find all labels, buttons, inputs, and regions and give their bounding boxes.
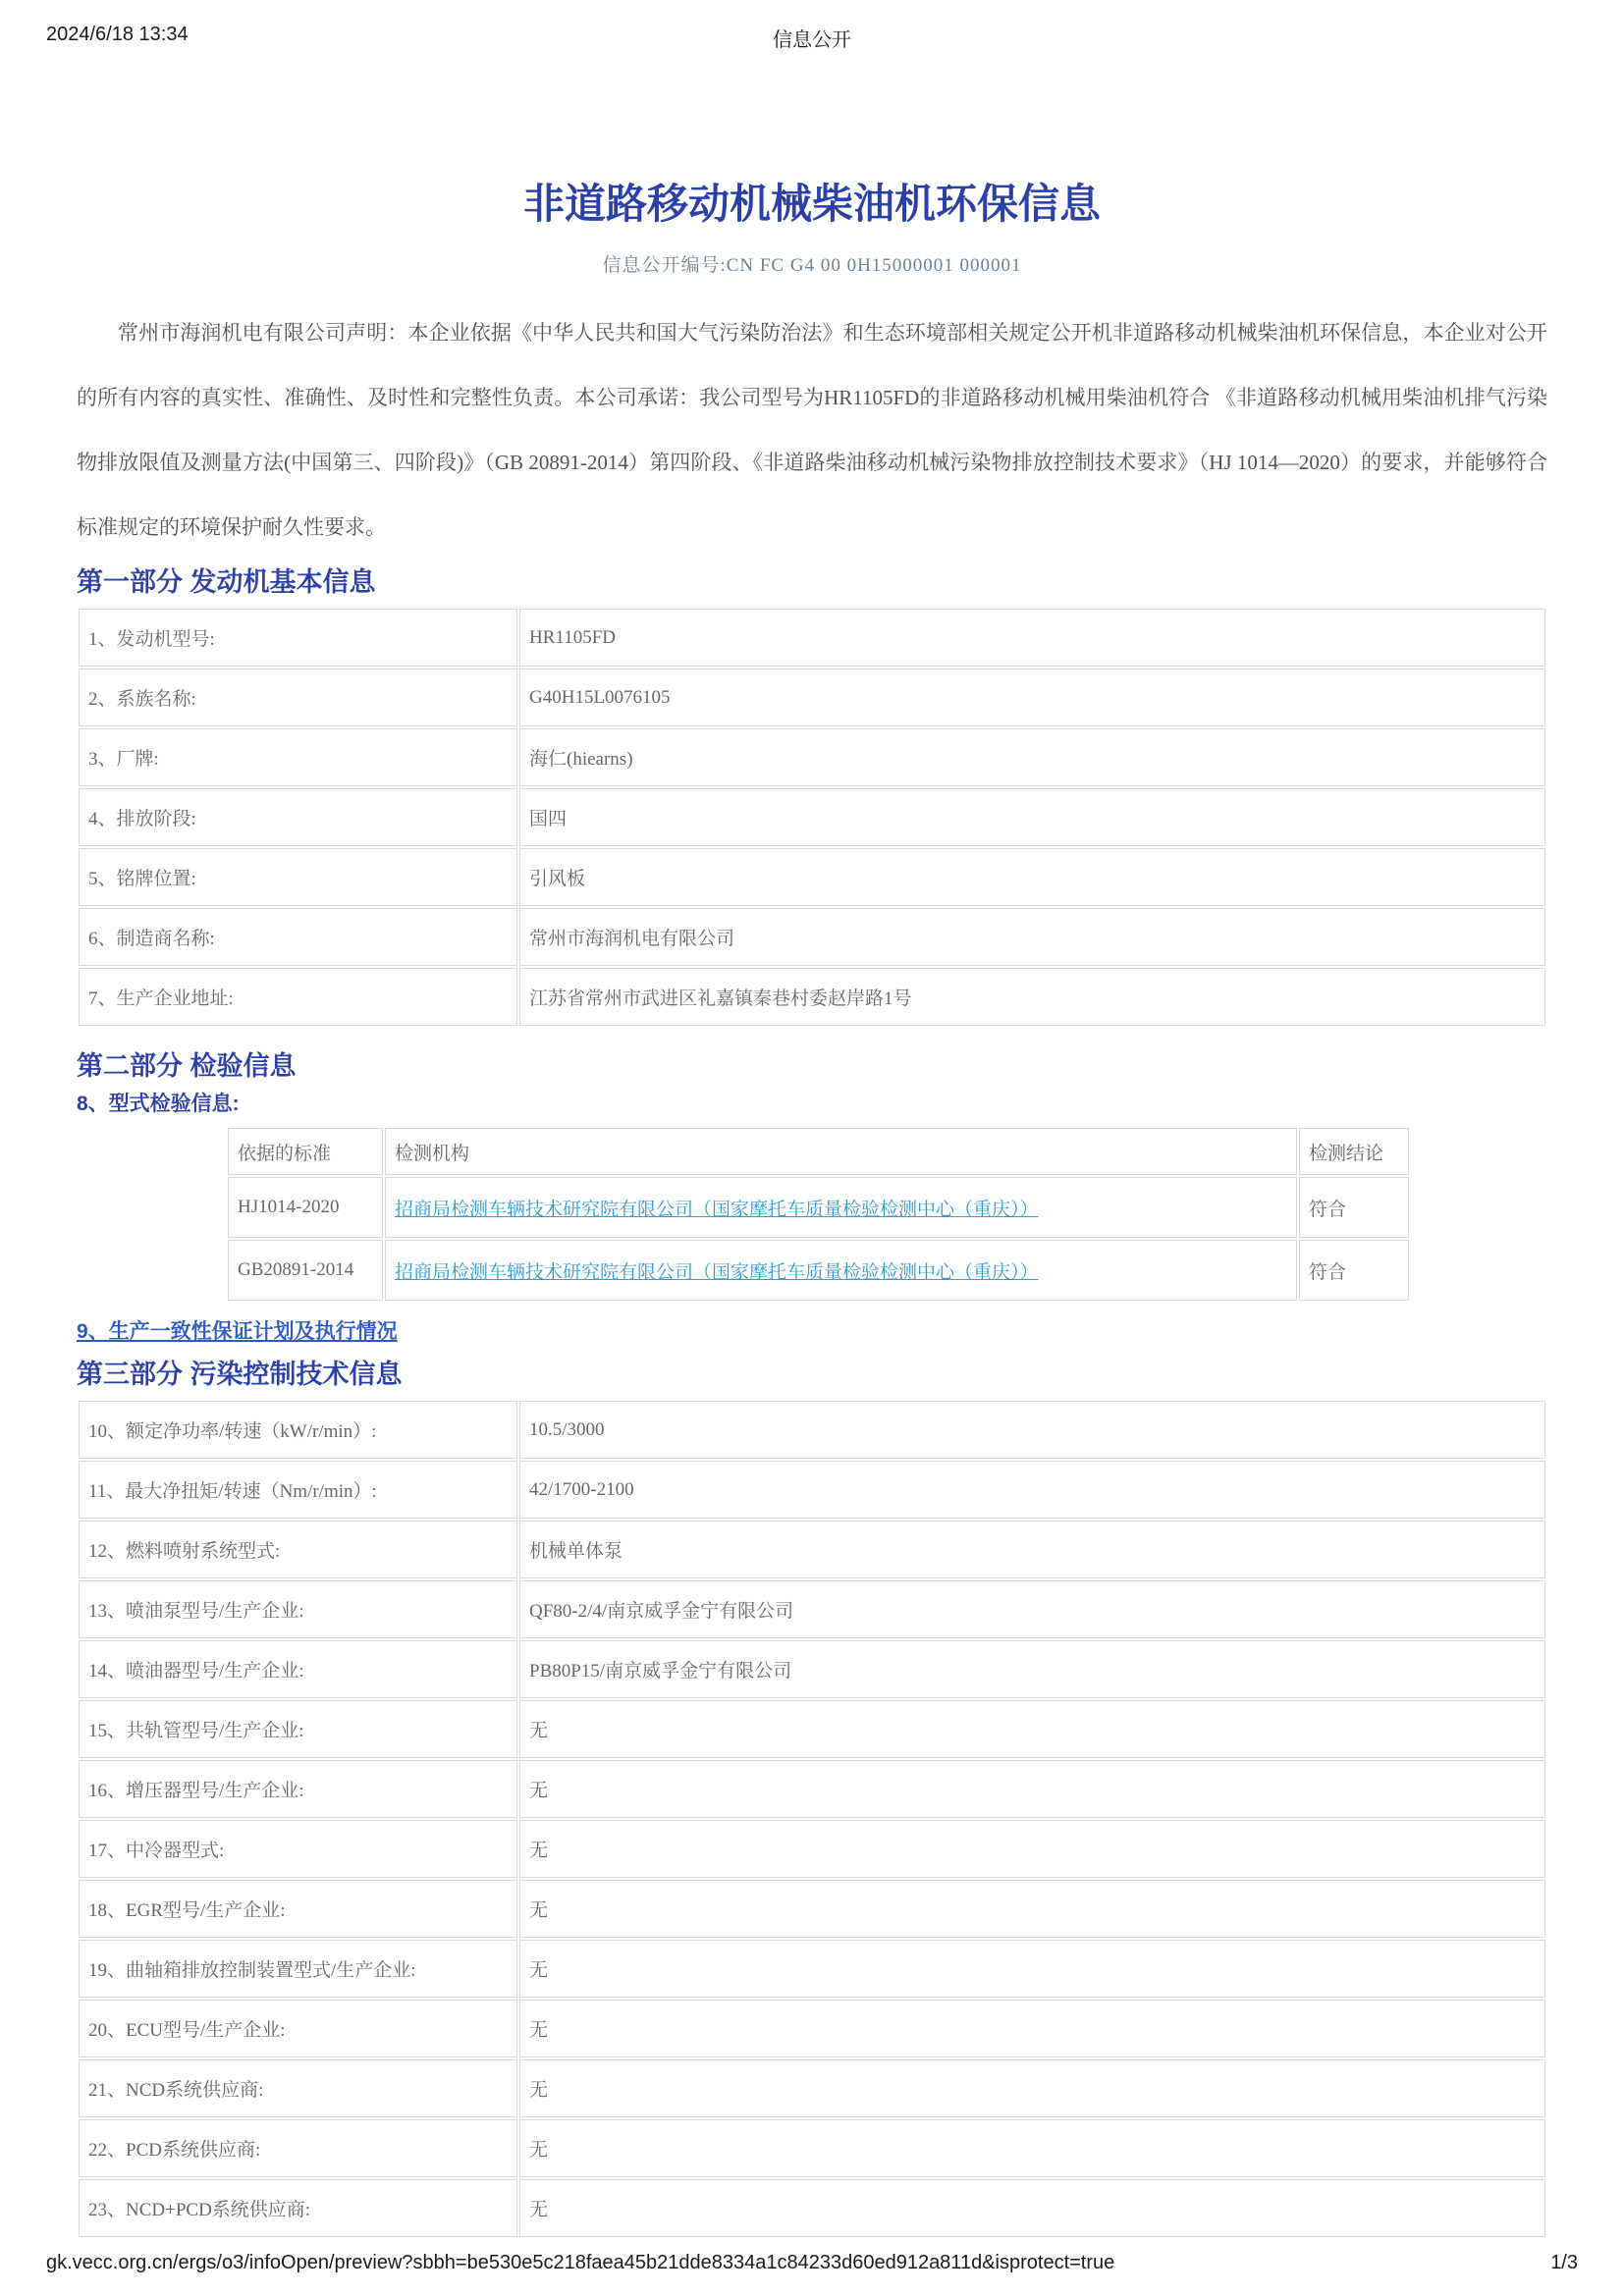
row-value-cell: 42/1700-2100: [519, 1461, 1545, 1519]
declaration-paragraph: 常州市海润机电有限公司声明：本企业依据《中华人民共和国大气污染防治法》和生态环境部相关规定公开机非道路移动机械柴油机环保信息，本企业对公开的所有内容的真实性、准确性、及时性和完整性负责。本公司承诺：我公司型号为HR1105FD的非道路移动机械用柴油机符合 《非道路移动机械用柴油机排气污染物排放限值及测量方法(中国第三、四阶段)》（GB 20891-2014）第四阶段、《非道路柴油移动机械污染物排放控制技术要求》（HJ 1014—2020）的要求，并能够符合标准规定的环境保护耐久性要求。: [77, 321, 1547, 539]
row-label-cell: 22、PCD系统供应商:: [79, 2119, 517, 2177]
inspection-header-row: [228, 1128, 1409, 1175]
table-row: [79, 908, 1545, 966]
row-label-cell: 15、共轨管型号/生产企业:: [79, 1700, 517, 1758]
agency-cell: [385, 1240, 1297, 1301]
table-row: [79, 609, 1545, 667]
print-header: [46, 24, 1578, 51]
row-label-cell: 13、喷油泵型号/生产企业:: [79, 1580, 517, 1638]
row-value-cell: 国四: [519, 788, 1545, 846]
row-label-cell: 7、生产企业地址:: [79, 968, 517, 1026]
row-value-cell: 无: [519, 1820, 1545, 1878]
table-row: [79, 1880, 1545, 1938]
row-label-cell: 20、ECU型号/生产企业:: [79, 2000, 517, 2057]
row-label-cell: 16、增压器型号/生产企业:: [79, 1760, 517, 1818]
table-row: [79, 2179, 1545, 2237]
result-cell: 符合: [1299, 1240, 1409, 1301]
table-row: [79, 848, 1545, 906]
row-value-cell: 无: [519, 2059, 1545, 2117]
row-label-cell: 4、排放阶段:: [79, 788, 517, 846]
print-header-title: 信息公开: [773, 29, 851, 51]
table-row: [79, 728, 1545, 786]
document-content: [77, 0, 1547, 2239]
table-row: [79, 1461, 1545, 1519]
table-row: [79, 668, 1545, 726]
pollution-control-table: [77, 1399, 1547, 2239]
header-result-cell: 检测结论: [1299, 1128, 1409, 1175]
standard-cell: GB20891-2014: [228, 1240, 383, 1301]
section2-heading: 第二部分 检验信息: [77, 1051, 297, 1081]
row-label-cell: 3、厂牌:: [79, 728, 517, 786]
row-value-cell: PB80P15/南京威孚金宁有限公司: [519, 1640, 1545, 1698]
engine-info-table: [77, 607, 1547, 1028]
table-row: [79, 1700, 1545, 1758]
type-inspection-subheading: 8、型式检验信息:: [77, 1093, 240, 1115]
page-title: 非道路移动机械柴油机环保信息: [522, 181, 1101, 227]
row-label-cell: 21、NCD系统供应商:: [79, 2059, 517, 2117]
row-label-cell: 23、NCD+PCD系统供应商:: [79, 2179, 517, 2237]
row-value-cell: HR1105FD: [519, 609, 1545, 667]
row-label-cell: 12、燃料喷射系统型式:: [79, 1521, 517, 1578]
inspection-agency-link[interactable]: 招商局检测车辆技术研究院有限公司（国家摩托车质量检验检测中心（重庆））: [395, 1199, 1039, 1220]
row-label-cell: 19、曲轴箱排放控制装置型式/生产企业:: [79, 1940, 517, 1998]
row-label-cell: 18、EGR型号/生产企业:: [79, 1880, 517, 1938]
section1-heading: 第一部分 发动机基本信息: [77, 567, 376, 597]
print-footer: [46, 2252, 1578, 2274]
inspection-row: [228, 1177, 1409, 1238]
row-value-cell: 江苏省常州市武进区礼嘉镇秦巷村委赵岸路1号: [519, 968, 1545, 1026]
disclosure-number: 信息公开编号:CN FC G4 00 0H15000001 000001: [602, 255, 1022, 276]
row-label-cell: 6、制造商名称:: [79, 908, 517, 966]
row-label-cell: 10、额定净功率/转速（kW/r/min）:: [79, 1401, 517, 1459]
footer-page-number: 1/3: [1550, 2252, 1578, 2273]
header-standard-cell: 依据的标准: [228, 1128, 383, 1175]
table-row: [79, 2059, 1545, 2117]
footer-url: gk.vecc.org.cn/ergs/o3/infoOpen/preview?sbbh=be530e5c218faea45b21dde8334a1c84233d60ed912a811d&isprotect=true: [46, 2252, 1115, 2273]
table-row: [79, 2119, 1545, 2177]
section3-heading: 第三部分 污染控制技术信息: [77, 1360, 403, 1389]
row-value-cell: 无: [519, 2179, 1545, 2237]
row-value-cell: 无: [519, 2000, 1545, 2057]
agency-cell: [385, 1177, 1297, 1238]
standard-cell: HJ1014-2020: [228, 1177, 383, 1238]
table-row: [79, 1820, 1545, 1878]
row-value-cell: 无: [519, 1940, 1545, 1998]
row-value-cell: 海仁(hiearns): [519, 728, 1545, 786]
table-row: [79, 1640, 1545, 1698]
table-row: [79, 968, 1545, 1026]
header-agency-cell: 检测机构: [385, 1128, 1297, 1175]
table-row: [79, 788, 1545, 846]
row-value-cell: 无: [519, 1880, 1545, 1938]
table-row: [79, 2000, 1545, 2057]
inspection-row: [228, 1240, 1409, 1301]
inspection-agency-link[interactable]: 招商局检测车辆技术研究院有限公司（国家摩托车质量检验检测中心（重庆））: [395, 1261, 1039, 1283]
row-label-cell: 17、中冷器型式:: [79, 1820, 517, 1878]
row-label-cell: 2、系族名称:: [79, 668, 517, 726]
row-value-cell: 无: [519, 1700, 1545, 1758]
row-value-cell: 机械单体泵: [519, 1521, 1545, 1578]
row-value-cell: QF80-2/4/南京威孚金宁有限公司: [519, 1580, 1545, 1638]
table-row: [79, 1521, 1545, 1578]
print-datetime: 2024/6/18 13:34: [46, 24, 189, 45]
row-label-cell: 11、最大净扭矩/转速（Nm/r/min）:: [79, 1461, 517, 1519]
row-value-cell: 常州市海润机电有限公司: [519, 908, 1545, 966]
table-row: [79, 1401, 1545, 1459]
table-row: [79, 1940, 1545, 1998]
table-row: [79, 1580, 1545, 1638]
row-value-cell: 无: [519, 2119, 1545, 2177]
row-value-cell: G40H15L0076105: [519, 668, 1545, 726]
table-row: [79, 1760, 1545, 1818]
inspection-table: [226, 1126, 1411, 1303]
row-label-cell: 14、喷油器型号/生产企业:: [79, 1640, 517, 1698]
row-value-cell: 无: [519, 1760, 1545, 1818]
row-label-cell: 1、发动机型号:: [79, 609, 517, 667]
row-label-cell: 5、铭牌位置:: [79, 848, 517, 906]
row-value-cell: 引风板: [519, 848, 1545, 906]
result-cell: 符合: [1299, 1177, 1409, 1238]
row-value-cell: 10.5/3000: [519, 1401, 1545, 1459]
production-consistency-link[interactable]: 9、生产一致性保证计划及执行情况: [77, 1320, 398, 1343]
